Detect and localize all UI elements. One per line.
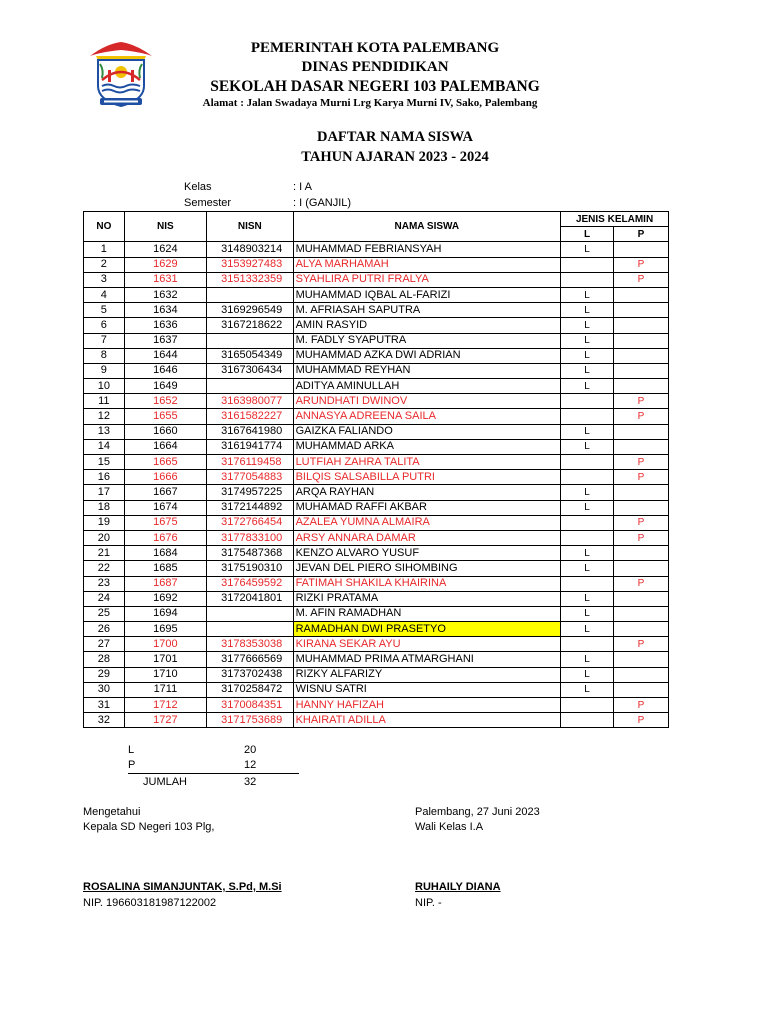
cell-gender-l	[561, 515, 614, 530]
cell-no: 30	[84, 682, 125, 697]
cell-nisn: 3176119458	[207, 455, 293, 470]
cell-gender-p	[614, 622, 669, 637]
cell-student-name: MUHAMMAD REYHAN	[293, 363, 561, 378]
cell-gender-l: L	[561, 379, 614, 394]
cell-student-name: FATIMAH SHAKILA KHAIRINA	[293, 576, 561, 591]
cell-gender-l	[561, 257, 614, 272]
cell-student-name: MUHAMAD RAFFI AKBAR	[293, 500, 561, 515]
cell-gender-l	[561, 455, 614, 470]
cell-gender-p	[614, 439, 669, 454]
cell-gender-l: L	[561, 439, 614, 454]
cell-nisn: 3163980077	[207, 394, 293, 409]
cell-gender-p	[614, 652, 669, 667]
cell-nisn: 3153927483	[207, 257, 293, 272]
cell-student-name: AMIN RASYID	[293, 318, 561, 333]
cell-nisn: 3148903214	[207, 242, 293, 257]
header-address: Alamat : Jalan Swadaya Murni Lrg Karya Murni IV, Sako, Palembang	[202, 97, 538, 109]
cell-student-name: SYAHLIRA PUTRI FRALYA	[293, 272, 561, 287]
cell-nis: 1660	[124, 424, 206, 439]
cell-student-name: M. AFIN RAMADHAN	[293, 606, 561, 621]
header-nisn: NISN	[207, 212, 293, 242]
cell-no: 7	[84, 333, 125, 348]
cell-no: 32	[84, 713, 125, 728]
cell-student-name: GAIZKA FALIANDO	[293, 424, 561, 439]
table-row	[84, 485, 669, 500]
header-gender: JENIS KELAMIN	[561, 212, 669, 227]
cell-gender-l: L	[561, 348, 614, 363]
table-row	[84, 257, 669, 272]
cell-no: 21	[84, 546, 125, 561]
cell-nis: 1624	[124, 242, 206, 257]
header-gender-p: P	[614, 227, 669, 242]
cell-nis: 1694	[124, 606, 206, 621]
cell-no: 6	[84, 318, 125, 333]
cell-nisn: 3167641980	[207, 424, 293, 439]
table-row	[84, 379, 669, 394]
table-row	[84, 394, 669, 409]
cell-gender-p	[614, 363, 669, 378]
cell-student-name: M. AFRIASAH SAPUTRA	[293, 303, 561, 318]
cell-gender-l: L	[561, 303, 614, 318]
cell-gender-l: L	[561, 682, 614, 697]
cell-student-name: ARUNDHATI DWINOV	[293, 394, 561, 409]
cell-nisn: 3171753689	[207, 713, 293, 728]
cell-no: 9	[84, 363, 125, 378]
cell-gender-l: L	[561, 363, 614, 378]
table-row	[84, 287, 669, 302]
cell-gender-p	[614, 591, 669, 606]
summary-p-label: P	[128, 759, 136, 771]
cell-student-name: RAMADHAN DWI PRASETYO	[293, 622, 561, 637]
cell-gender-l	[561, 470, 614, 485]
table-row	[84, 515, 669, 530]
academic-year: TAHUN AJARAN 2023 - 2024	[301, 149, 489, 165]
cell-student-name: AZALEA YUMNA ALMAIRA	[293, 515, 561, 530]
cell-gender-p: P	[614, 272, 669, 287]
cell-nis: 1684	[124, 546, 206, 561]
table-row	[84, 470, 669, 485]
cell-no: 22	[84, 561, 125, 576]
cell-gender-p	[614, 318, 669, 333]
cell-nis: 1632	[124, 287, 206, 302]
cell-nisn	[207, 379, 293, 394]
cell-no: 3	[84, 272, 125, 287]
cell-gender-p	[614, 500, 669, 515]
summary-p-value: 12	[244, 759, 257, 771]
student-table	[83, 211, 669, 728]
cell-student-name: ALYA MARHAMAH	[293, 257, 561, 272]
cell-nis: 1685	[124, 561, 206, 576]
cell-nis: 1692	[124, 591, 206, 606]
cell-nisn: 3167306434	[207, 363, 293, 378]
cell-student-name: MUHAMMAD ARKA	[293, 439, 561, 454]
cell-student-name: BILQIS SALSABILLA PUTRI	[293, 470, 561, 485]
cell-no: 17	[84, 485, 125, 500]
cell-gender-l: L	[561, 318, 614, 333]
cell-gender-p: P	[614, 455, 669, 470]
cell-gender-p: P	[614, 713, 669, 728]
header-no: NO	[84, 212, 125, 242]
cell-nis: 1676	[124, 530, 206, 545]
summary-l-value: 20	[244, 744, 257, 756]
table-row	[84, 439, 669, 454]
cell-nisn	[207, 606, 293, 621]
cell-nisn: 3169296549	[207, 303, 293, 318]
cell-gender-p	[614, 287, 669, 302]
signature-left-line1: Mengetahui	[83, 806, 141, 818]
table-row	[84, 242, 669, 257]
cell-nisn	[207, 333, 293, 348]
cell-nis: 1675	[124, 515, 206, 530]
cell-gender-l	[561, 394, 614, 409]
cell-gender-p: P	[614, 530, 669, 545]
cell-gender-p	[614, 561, 669, 576]
cell-no: 12	[84, 409, 125, 424]
table-row	[84, 500, 669, 515]
cell-gender-p: P	[614, 576, 669, 591]
table-row	[84, 333, 669, 348]
cell-student-name: MUHAMMAD PRIMA ATMARGHANI	[293, 652, 561, 667]
cell-gender-l	[561, 576, 614, 591]
cell-no: 11	[84, 394, 125, 409]
table-row	[84, 318, 669, 333]
cell-gender-p: P	[614, 409, 669, 424]
cell-gender-p	[614, 682, 669, 697]
cell-nisn	[207, 287, 293, 302]
cell-nisn: 3176459592	[207, 576, 293, 591]
cell-gender-p	[614, 333, 669, 348]
summary-divider	[128, 773, 299, 774]
cell-no: 16	[84, 470, 125, 485]
cell-gender-l: L	[561, 500, 614, 515]
cell-gender-p: P	[614, 394, 669, 409]
cell-student-name: ARSY ANNARA DAMAR	[293, 530, 561, 545]
cell-nis: 1727	[124, 713, 206, 728]
cell-nisn: 3172041801	[207, 591, 293, 606]
cell-gender-p	[614, 606, 669, 621]
table-row	[84, 424, 669, 439]
cell-nis: 1700	[124, 637, 206, 652]
cell-student-name: HANNY HAFIZAH	[293, 698, 561, 713]
cell-no: 20	[84, 530, 125, 545]
cell-nis: 1649	[124, 379, 206, 394]
cell-student-name: MUHAMMAD IQBAL AL-FARIZI	[293, 287, 561, 302]
cell-nisn	[207, 622, 293, 637]
header-student-name: NAMA SISWA	[293, 212, 561, 242]
table-row	[84, 348, 669, 363]
cell-gender-l: L	[561, 606, 614, 621]
cell-gender-l: L	[561, 333, 614, 348]
cell-nis: 1665	[124, 455, 206, 470]
cell-no: 26	[84, 622, 125, 637]
cell-no: 8	[84, 348, 125, 363]
cell-gender-p: P	[614, 698, 669, 713]
cell-no: 18	[84, 500, 125, 515]
cell-nis: 1712	[124, 698, 206, 713]
table-row	[84, 455, 669, 470]
cell-no: 2	[84, 257, 125, 272]
cell-gender-p: P	[614, 257, 669, 272]
table-row	[84, 363, 669, 378]
cell-gender-p	[614, 485, 669, 500]
cell-nisn: 3170084351	[207, 698, 293, 713]
cell-no: 19	[84, 515, 125, 530]
cell-no: 1	[84, 242, 125, 257]
cell-nis: 1695	[124, 622, 206, 637]
table-row	[84, 546, 669, 561]
cell-gender-l: L	[561, 652, 614, 667]
cell-nis: 1701	[124, 652, 206, 667]
cell-student-name: M. FADLY SYAPUTRA	[293, 333, 561, 348]
cell-gender-p: P	[614, 470, 669, 485]
cell-nis: 1674	[124, 500, 206, 515]
cell-gender-l	[561, 698, 614, 713]
cell-student-name: RIZKY ALFARIZY	[293, 667, 561, 682]
cell-student-name: KENZO ALVARO YUSUF	[293, 546, 561, 561]
cell-gender-p	[614, 303, 669, 318]
cell-gender-l	[561, 530, 614, 545]
cell-student-name: ANNASYA ADREENA SAILA	[293, 409, 561, 424]
cell-no: 10	[84, 379, 125, 394]
cell-nisn: 3177833100	[207, 530, 293, 545]
cell-student-name: WISNU SATRI	[293, 682, 561, 697]
table-row	[84, 303, 669, 318]
cell-gender-p	[614, 348, 669, 363]
cell-gender-l	[561, 272, 614, 287]
cell-no: 31	[84, 698, 125, 713]
summary-total-value: 32	[244, 776, 257, 788]
homeroom-teacher-nip: NIP. -	[415, 897, 442, 909]
header-department: DINAS PENDIDIKAN	[301, 59, 449, 75]
cell-gender-l: L	[561, 242, 614, 257]
cell-gender-l: L	[561, 485, 614, 500]
table-row	[84, 530, 669, 545]
cell-nis: 1644	[124, 348, 206, 363]
cell-gender-l: L	[561, 287, 614, 302]
cell-gender-p	[614, 424, 669, 439]
table-row	[84, 652, 669, 667]
class-label: Kelas	[184, 181, 212, 193]
cell-nis: 1710	[124, 667, 206, 682]
cell-no: 15	[84, 455, 125, 470]
cell-nisn: 3173702438	[207, 667, 293, 682]
table-row	[84, 561, 669, 576]
cell-gender-l: L	[561, 424, 614, 439]
cell-no: 27	[84, 637, 125, 652]
cell-student-name: MUHAMMAD FEBRIANSYAH	[293, 242, 561, 257]
header-government: PEMERINTAH KOTA PALEMBANG	[250, 40, 500, 56]
cell-gender-l	[561, 409, 614, 424]
summary-l-label: L	[128, 744, 135, 756]
cell-no: 4	[84, 287, 125, 302]
cell-nis: 1634	[124, 303, 206, 318]
cell-gender-l: L	[561, 591, 614, 606]
header-nis: NIS	[124, 212, 206, 242]
cell-nis: 1631	[124, 272, 206, 287]
cell-gender-p: P	[614, 637, 669, 652]
homeroom-teacher-name: RUHAILY DIANA	[415, 881, 501, 893]
table-row	[84, 622, 669, 637]
header-school-name: SEKOLAH DASAR NEGERI 103 PALEMBANG	[210, 78, 540, 95]
cell-gender-p	[614, 667, 669, 682]
cell-nisn: 3175190310	[207, 561, 293, 576]
cell-nisn: 3151332359	[207, 272, 293, 287]
cell-nis: 1666	[124, 470, 206, 485]
table-row	[84, 713, 669, 728]
cell-student-name: ADITYA AMINULLAH	[293, 379, 561, 394]
palembang-city-logo	[86, 40, 156, 110]
table-row	[84, 591, 669, 606]
cell-nisn: 3170258472	[207, 682, 293, 697]
cell-student-name: KIRANA SEKAR AYU	[293, 637, 561, 652]
cell-nis: 1629	[124, 257, 206, 272]
cell-nisn: 3175487368	[207, 546, 293, 561]
table-row	[84, 272, 669, 287]
cell-gender-p: P	[614, 515, 669, 530]
header-gender-l: L	[561, 227, 614, 242]
signature-left-line2: Kepala SD Negeri 103 Plg,	[83, 821, 215, 833]
semester-label: Semester	[184, 197, 232, 209]
cell-nis: 1637	[124, 333, 206, 348]
table-row	[84, 576, 669, 591]
cell-nisn: 3167218622	[207, 318, 293, 333]
cell-student-name: RIZKI PRATAMA	[293, 591, 561, 606]
cell-nis: 1687	[124, 576, 206, 591]
cell-nis: 1652	[124, 394, 206, 409]
cell-gender-l: L	[561, 667, 614, 682]
table-row	[84, 698, 669, 713]
signature-right-line2: Wali Kelas I.A	[415, 821, 484, 833]
cell-gender-l: L	[561, 622, 614, 637]
cell-no: 29	[84, 667, 125, 682]
cell-nisn: 3177054883	[207, 470, 293, 485]
cell-nisn: 3178353038	[207, 637, 293, 652]
cell-nisn: 3165054349	[207, 348, 293, 363]
cell-gender-p	[614, 379, 669, 394]
cell-gender-l	[561, 637, 614, 652]
cell-nisn: 3161582227	[207, 409, 293, 424]
table-row	[84, 409, 669, 424]
cell-no: 5	[84, 303, 125, 318]
cell-no: 24	[84, 591, 125, 606]
cell-nisn: 3172766454	[207, 515, 293, 530]
cell-nis: 1636	[124, 318, 206, 333]
table-row	[84, 637, 669, 652]
cell-nis: 1655	[124, 409, 206, 424]
cell-nis: 1667	[124, 485, 206, 500]
cell-nisn: 3177666569	[207, 652, 293, 667]
table-row	[84, 606, 669, 621]
cell-nis: 1664	[124, 439, 206, 454]
table-row	[84, 682, 669, 697]
cell-no: 28	[84, 652, 125, 667]
cell-no: 25	[84, 606, 125, 621]
cell-gender-l: L	[561, 561, 614, 576]
class-value: : I A	[293, 181, 312, 193]
cell-student-name: JEVAN DEL PIERO SIHOMBING	[293, 561, 561, 576]
cell-gender-l: L	[561, 546, 614, 561]
cell-student-name: ARQA RAYHAN	[293, 485, 561, 500]
cell-nis: 1711	[124, 682, 206, 697]
cell-student-name: KHAIRATI ADILLA	[293, 713, 561, 728]
principal-nip: NIP. 196603181987122002	[83, 897, 217, 909]
cell-no: 14	[84, 439, 125, 454]
cell-student-name: MUHAMMAD AZKA DWI ADRIAN	[293, 348, 561, 363]
cell-gender-l	[561, 713, 614, 728]
cell-nis: 1646	[124, 363, 206, 378]
semester-value: : I (GANJIL)	[293, 197, 352, 209]
table-row	[84, 667, 669, 682]
cell-gender-p	[614, 242, 669, 257]
cell-nisn: 3174957225	[207, 485, 293, 500]
cell-nisn: 3172144892	[207, 500, 293, 515]
signature-right-line1: Palembang, 27 Juni 2023	[415, 806, 540, 818]
principal-name: ROSALINA SIMANJUNTAK, S.Pd, M.Si	[83, 881, 282, 893]
cell-nisn: 3161941774	[207, 439, 293, 454]
cell-student-name: LUTFIAH ZAHRA TALITA	[293, 455, 561, 470]
cell-no: 23	[84, 576, 125, 591]
cell-gender-p	[614, 546, 669, 561]
summary-total-label: JUMLAH	[143, 776, 188, 788]
cell-no: 13	[84, 424, 125, 439]
document-title: DAFTAR NAMA SISWA	[316, 129, 474, 145]
